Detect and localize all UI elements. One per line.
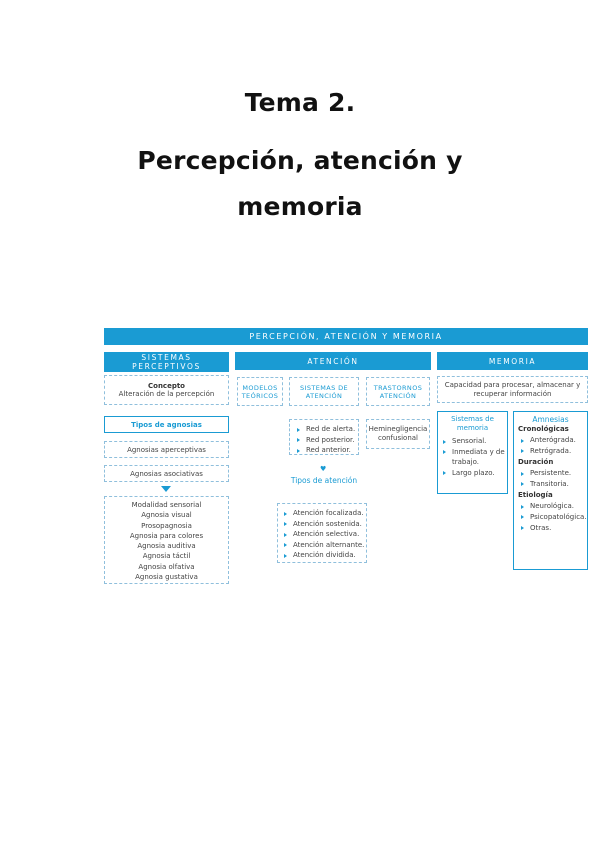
sistema-memoria-item: Sensorial. xyxy=(440,436,505,447)
main-header: PERCEPCIÓN, ATENCIÓN Y MEMORIA xyxy=(104,328,588,345)
title-line-3: memoria xyxy=(237,192,363,221)
sistemas-memoria-title: Sistemas de memoria xyxy=(451,415,494,432)
capacidad-label: Capacidad para procesar, almacenar y recuperar información xyxy=(444,380,581,398)
title-line-1: Tema 2. xyxy=(244,88,356,117)
tipo-atencion-item: Atención sostenida. xyxy=(281,519,366,530)
red-item: Red de alerta. xyxy=(294,424,358,435)
agnosias-asociativas-label: Agnosias asociativas xyxy=(130,469,203,478)
capacidad-box xyxy=(437,376,588,403)
sistemas-memoria-box xyxy=(437,411,508,494)
red-item: Red anterior. xyxy=(294,445,358,456)
sistemas-atencion-label: SISTEMAS DE ATENCIÓN xyxy=(300,383,349,400)
agnosias-asociativas-box xyxy=(104,465,229,482)
tipo-atencion-item: Atención dividida. xyxy=(281,550,366,561)
modalidad-item: Agnosia visual xyxy=(141,511,192,520)
tipo-atencion-item: Atención alternante. xyxy=(281,540,366,551)
memoria-header: MEMORIA xyxy=(437,352,588,370)
tipo-atencion-item: Atención focalizada. xyxy=(281,508,366,519)
concepto-title: Concepto xyxy=(148,382,185,390)
modalidad-item: Agnosia olfativa xyxy=(138,562,195,571)
sistemas-atencion-box xyxy=(289,377,359,406)
modelos-teoricos-box xyxy=(237,377,283,406)
concepto-text: Alteración de la percepción xyxy=(118,390,215,398)
tipos-atencion-box xyxy=(277,503,367,563)
redes-list xyxy=(294,424,358,456)
cronologicas-list xyxy=(518,435,587,456)
modalidad-item: Modalidad sensorial xyxy=(131,501,202,509)
duracion-item: Persistente. xyxy=(518,468,587,479)
heminegligencia-box xyxy=(366,419,430,449)
tipo-atencion-item: Atención selectiva. xyxy=(281,529,366,540)
etiologia-item: Psicopatológica. xyxy=(518,512,587,523)
heart-icon: ♥ xyxy=(320,465,327,473)
cronologica-item: Retrógrada. xyxy=(518,446,587,457)
cronologica-item: Anterógrada. xyxy=(518,435,587,446)
trastornos-atencion-box xyxy=(366,377,430,406)
etiologia-title: Etiología xyxy=(518,491,553,500)
sistemas-memoria-list xyxy=(440,436,505,478)
red-item: Red posterior. xyxy=(294,435,358,446)
duracion-item: Transitoria. xyxy=(518,479,587,490)
modalidad-item: Prosopagnosia xyxy=(141,521,192,530)
amnesias-title: Amnesias xyxy=(532,415,569,424)
duracion-title: Duración xyxy=(518,458,554,467)
etiologia-list xyxy=(518,501,587,533)
sistemas-perceptivos-header: SISTEMAS PERCEPTIVOS xyxy=(104,352,229,372)
arrow-down-icon xyxy=(161,486,171,492)
title-line-2: Percepción, atención y xyxy=(137,146,463,175)
redes-box xyxy=(289,419,359,455)
concepto-box xyxy=(104,375,229,405)
tipos-agnosias-box xyxy=(104,416,229,433)
modalidades-list xyxy=(105,500,228,582)
sistema-memoria-item: Largo plazo. xyxy=(440,468,505,479)
atencion-header: ATENCIÓN xyxy=(235,352,431,370)
tipos-agnosias-label: Tipos de agnosias xyxy=(131,420,202,429)
modalidades-box xyxy=(104,496,229,584)
modalidad-item: Agnosia gustativa xyxy=(135,573,198,582)
heminegligencia-label: Heminegligencia confusional xyxy=(368,425,428,442)
trastornos-atencion-label: TRASTORNOS ATENCIÓN xyxy=(373,383,423,400)
agnosias-aperceptivas-label: Agnosias aperceptivas xyxy=(127,445,206,454)
modelos-teoricos-label: MODELOS TEÓRICOS xyxy=(241,383,279,400)
modalidad-item: Agnosia táctil xyxy=(142,552,191,561)
etiologia-item: Otras. xyxy=(518,523,587,534)
duracion-list xyxy=(518,468,587,489)
tipos-atencion-list xyxy=(281,508,366,561)
sistema-memoria-item: Inmediata y de trabajo. xyxy=(440,447,505,468)
cronologicas-title: Cronológicas xyxy=(518,425,569,433)
modalidad-item: Agnosia para colores xyxy=(129,531,204,540)
amnesias-box xyxy=(513,411,588,570)
agnosias-aperceptivas-box xyxy=(104,441,229,458)
tipos-atencion-title: Tipos de atención xyxy=(290,476,358,485)
modalidad-item: Agnosia auditiva xyxy=(137,542,196,551)
etiologia-item: Neurológica. xyxy=(518,501,587,512)
